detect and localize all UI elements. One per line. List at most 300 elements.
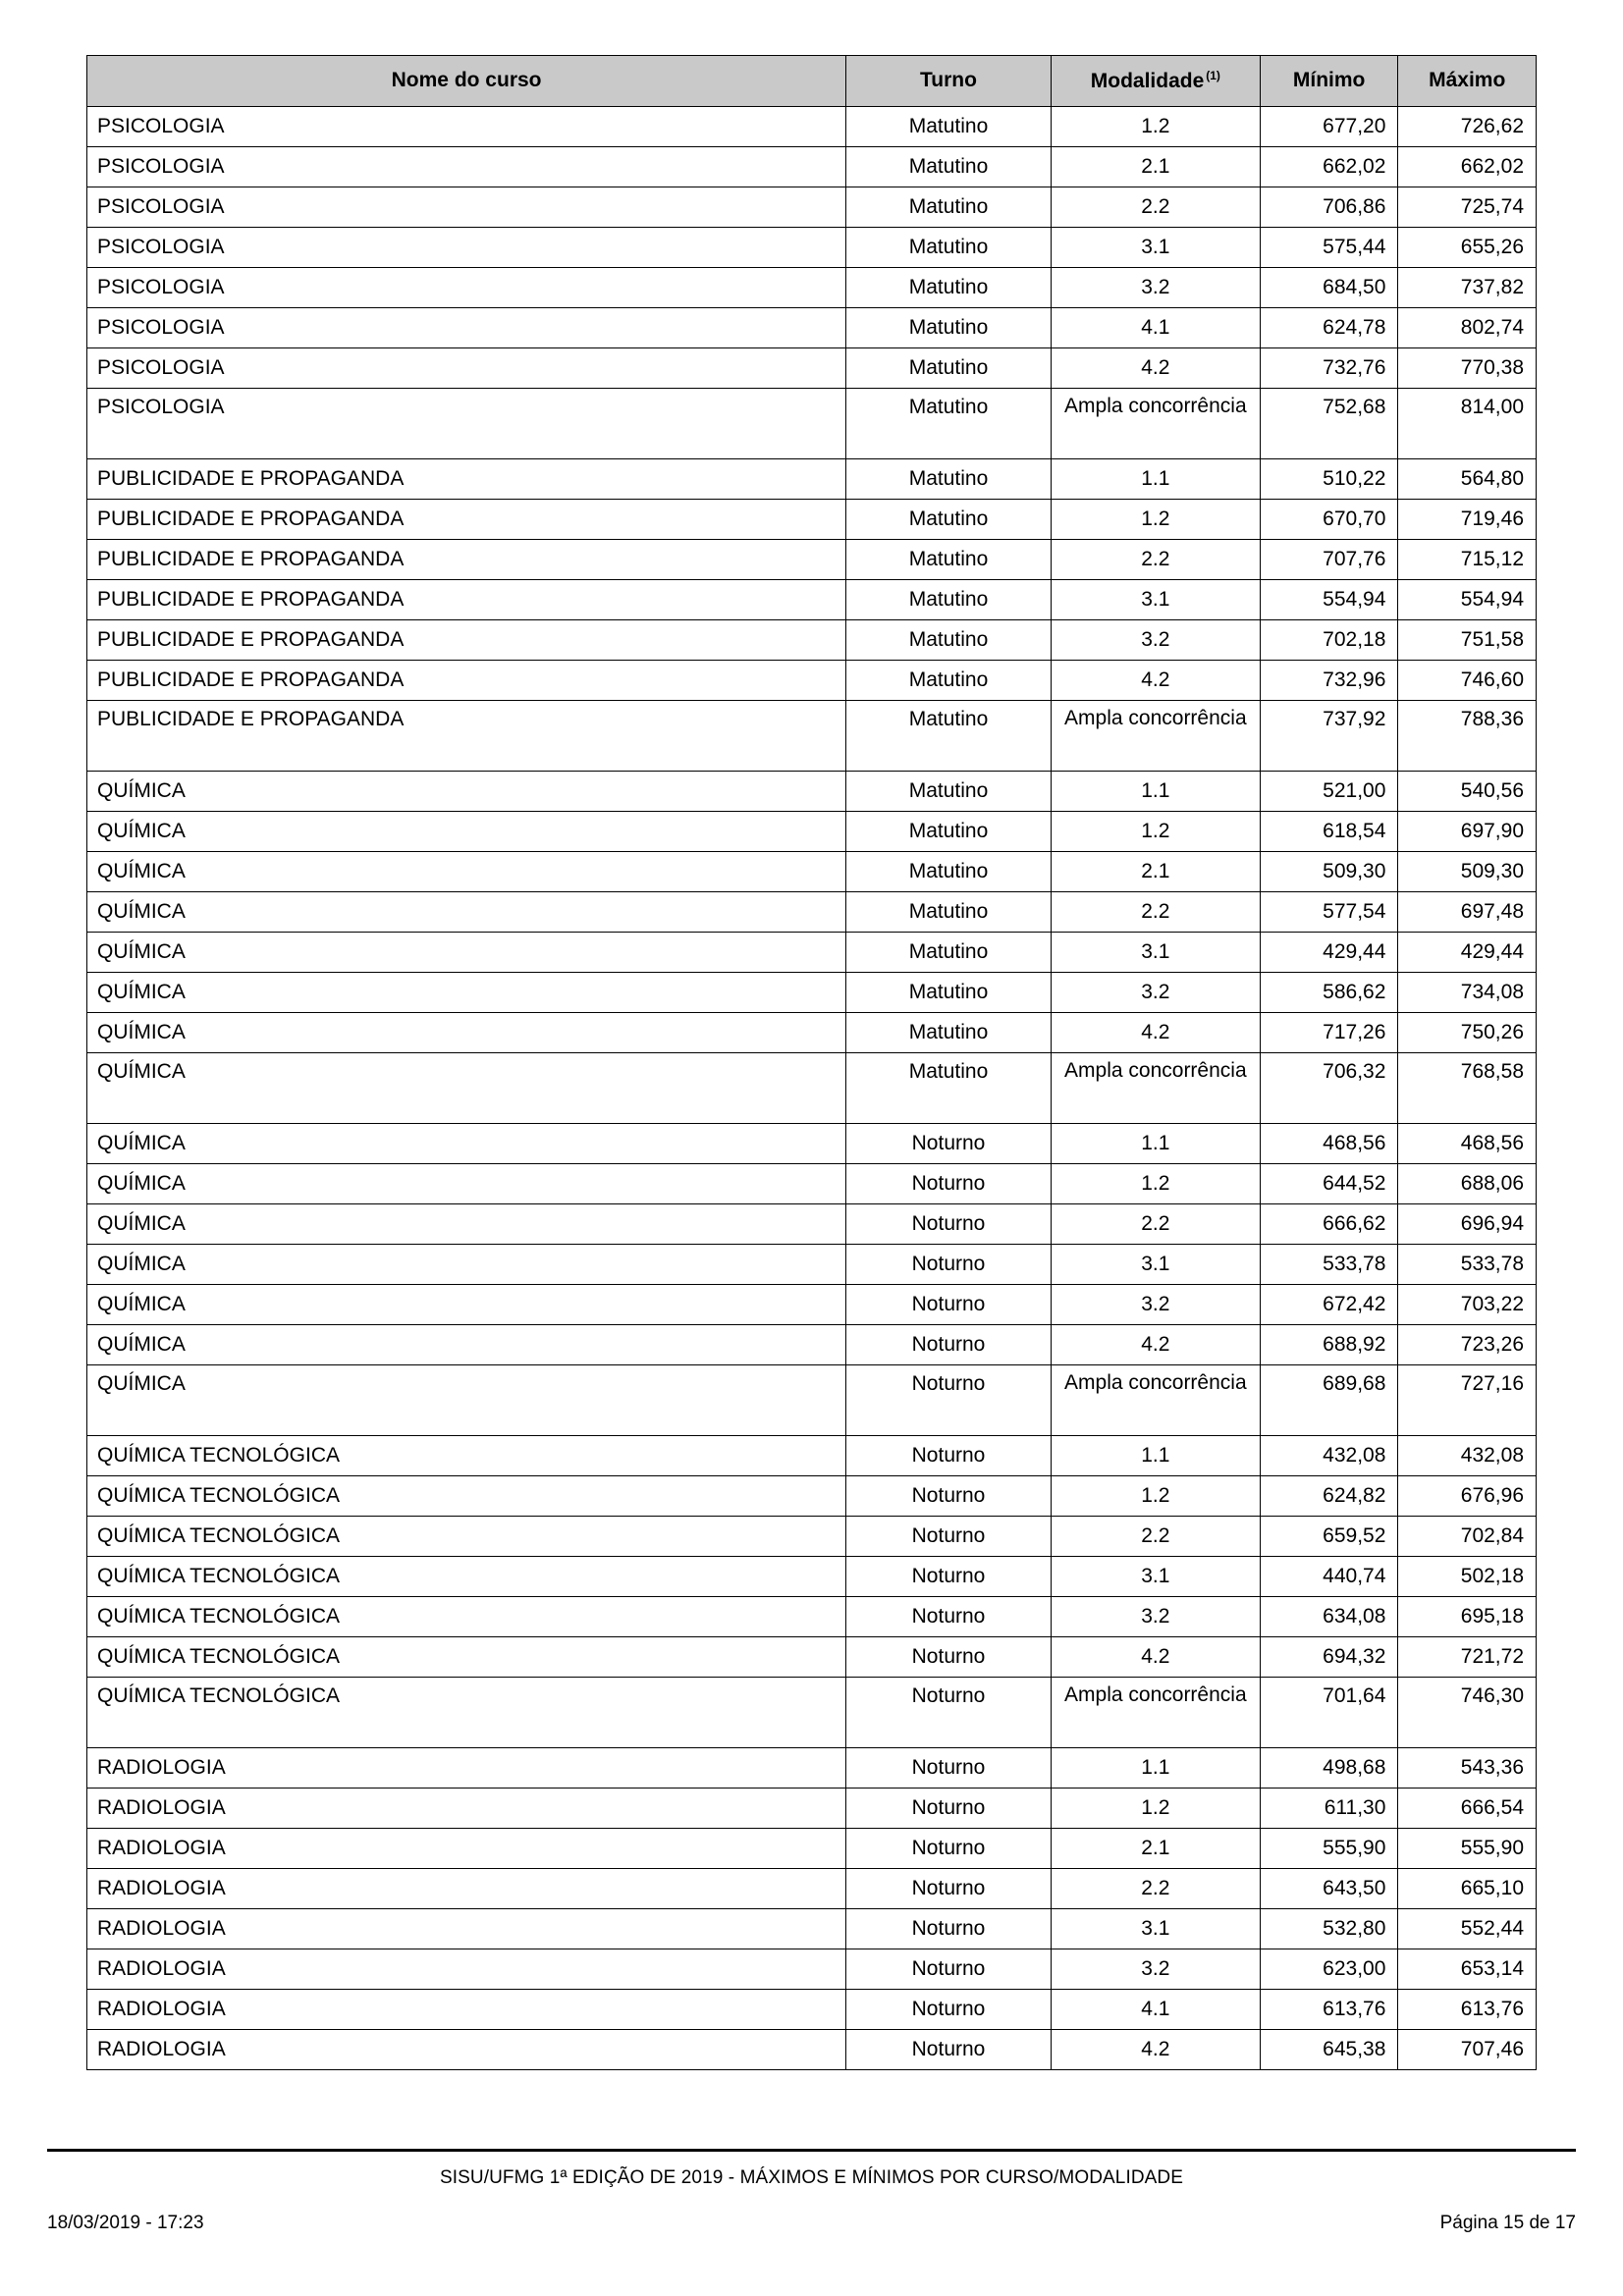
cell-minimo: 662,02: [1260, 147, 1398, 187]
column-header-curso: Nome do curso: [87, 56, 846, 107]
cell-minimo: 555,90: [1260, 1829, 1398, 1869]
table-row: [87, 107, 1537, 147]
cell-maximo: 696,94: [1398, 1204, 1537, 1245]
table-row: [87, 268, 1537, 308]
cell-turno: Matutino: [846, 1013, 1052, 1053]
table-row: [87, 1325, 1537, 1365]
cell-turno: Noturno: [846, 1164, 1052, 1204]
cell-curso: QUÍMICA: [87, 1245, 846, 1285]
cell-modalidade: [1051, 1245, 1260, 1285]
cell-modalidade: [1051, 187, 1260, 228]
cell-curso: QUÍMICA TECNOLÓGICA: [87, 1436, 846, 1476]
cell-turno: Noturno: [846, 1436, 1052, 1476]
cell-minimo: 644,52: [1260, 1164, 1398, 1204]
cell-maximo: 688,06: [1398, 1164, 1537, 1204]
cell-maximo: 552,44: [1398, 1909, 1537, 1949]
cell-maximo: 468,56: [1398, 1124, 1537, 1164]
cell-modalidade: [1051, 1204, 1260, 1245]
table-row: [87, 187, 1537, 228]
cell-curso: QUÍMICA: [87, 933, 846, 973]
cell-turno: Noturno: [846, 1748, 1052, 1789]
cell-modalidade-text: 4.1: [1141, 315, 1170, 339]
cell-modalidade-text: 2.2: [1141, 1876, 1170, 1899]
cell-modalidade: [1051, 973, 1260, 1013]
cell-modalidade-text: 1.2: [1141, 1795, 1170, 1819]
cell-modalidade: [1051, 1748, 1260, 1789]
cell-modalidade-text: 1.1: [1141, 466, 1170, 490]
cell-modalidade-text: 4.2: [1141, 2037, 1170, 2060]
cell-maximo: 695,18: [1398, 1597, 1537, 1637]
cell-minimo: 689,68: [1260, 1365, 1398, 1436]
cell-minimo: 701,64: [1260, 1678, 1398, 1748]
cell-minimo: 694,32: [1260, 1637, 1398, 1678]
cell-curso: QUÍMICA TECNOLÓGICA: [87, 1637, 846, 1678]
page-footer: [0, 2149, 1623, 2296]
cell-turno: Noturno: [846, 1476, 1052, 1517]
cell-curso: PUBLICIDADE E PROPAGANDA: [87, 540, 846, 580]
cell-maximo: 554,94: [1398, 580, 1537, 620]
cell-curso: QUÍMICA TECNOLÓGICA: [87, 1517, 846, 1557]
cell-curso: PSICOLOGIA: [87, 348, 846, 389]
cell-modalidade-text: Ampla concorrência: [1064, 1683, 1247, 1706]
cell-maximo: 750,26: [1398, 1013, 1537, 1053]
cell-modalidade: [1051, 1557, 1260, 1597]
table-row: [87, 1678, 1537, 1748]
cell-turno: Matutino: [846, 580, 1052, 620]
cell-turno: Noturno: [846, 1789, 1052, 1829]
cell-modalidade: [1051, 389, 1260, 459]
cell-maximo: 543,36: [1398, 1748, 1537, 1789]
cell-modalidade-text: 1.1: [1141, 1755, 1170, 1779]
footnote-marker: (1): [1206, 68, 1220, 82]
table-row: [87, 459, 1537, 500]
column-header-maximo: Máximo: [1398, 56, 1537, 107]
cell-minimo: 577,54: [1260, 892, 1398, 933]
cell-minimo: 666,62: [1260, 1204, 1398, 1245]
table-row: [87, 1053, 1537, 1124]
cell-curso: PUBLICIDADE E PROPAGANDA: [87, 661, 846, 701]
cell-curso: QUÍMICA: [87, 852, 846, 892]
table-header: [87, 56, 1537, 107]
cell-minimo: 624,82: [1260, 1476, 1398, 1517]
table-row: [87, 2030, 1537, 2070]
cell-turno: Matutino: [846, 892, 1052, 933]
cell-maximo: 564,80: [1398, 459, 1537, 500]
cell-turno: Matutino: [846, 500, 1052, 540]
cell-curso: RADIOLOGIA: [87, 1748, 846, 1789]
cell-modalidade-text: Ampla concorrência: [1064, 395, 1247, 417]
footer-meta: [47, 2213, 1576, 2234]
cell-modalidade: [1051, 1053, 1260, 1124]
cell-curso: PUBLICIDADE E PROPAGANDA: [87, 620, 846, 661]
cell-turno: Noturno: [846, 1517, 1052, 1557]
cell-curso: QUÍMICA: [87, 892, 846, 933]
cell-maximo: 655,26: [1398, 228, 1537, 268]
cell-modalidade: [1051, 1164, 1260, 1204]
cell-modalidade-text: 1.1: [1141, 1131, 1170, 1154]
cell-modalidade-text: 3.1: [1141, 1564, 1170, 1587]
cell-modalidade: [1051, 308, 1260, 348]
cell-turno: Matutino: [846, 187, 1052, 228]
cell-turno: Noturno: [846, 1949, 1052, 1990]
cell-turno: Matutino: [846, 1053, 1052, 1124]
cell-maximo: 653,14: [1398, 1949, 1537, 1990]
cell-modalidade: [1051, 852, 1260, 892]
cell-turno: Matutino: [846, 540, 1052, 580]
table-row: [87, 1909, 1537, 1949]
cell-minimo: 432,08: [1260, 1436, 1398, 1476]
cell-modalidade-text: 1.1: [1141, 1443, 1170, 1467]
cell-maximo: 751,58: [1398, 620, 1537, 661]
table-row: [87, 540, 1537, 580]
cell-curso: PSICOLOGIA: [87, 187, 846, 228]
cell-maximo: 533,78: [1398, 1245, 1537, 1285]
table-row: [87, 1517, 1537, 1557]
cell-maximo: 746,30: [1398, 1678, 1537, 1748]
cell-minimo: 498,68: [1260, 1748, 1398, 1789]
cell-modalidade-text: 2.2: [1141, 1523, 1170, 1547]
cell-minimo: 717,26: [1260, 1013, 1398, 1053]
table-row: [87, 1436, 1537, 1476]
table-row: [87, 1557, 1537, 1597]
cell-maximo: 666,54: [1398, 1789, 1537, 1829]
cell-maximo: 707,46: [1398, 2030, 1537, 2070]
cell-modalidade: [1051, 1678, 1260, 1748]
cell-curso: PSICOLOGIA: [87, 147, 846, 187]
cell-maximo: 429,44: [1398, 933, 1537, 973]
table-row: [87, 1245, 1537, 1285]
table-row: [87, 701, 1537, 772]
cell-minimo: 554,94: [1260, 580, 1398, 620]
cell-minimo: 429,44: [1260, 933, 1398, 973]
cutoff-scores-table: [86, 55, 1537, 2070]
cell-turno: Matutino: [846, 620, 1052, 661]
cell-maximo: 676,96: [1398, 1476, 1537, 1517]
cell-curso: PSICOLOGIA: [87, 107, 846, 147]
table-row: [87, 147, 1537, 187]
cell-modalidade: [1051, 1829, 1260, 1869]
cell-curso: QUÍMICA: [87, 812, 846, 852]
cell-modalidade-text: 3.1: [1141, 1252, 1170, 1275]
cell-curso: QUÍMICA: [87, 1013, 846, 1053]
cell-curso: RADIOLOGIA: [87, 1990, 846, 2030]
footer-divider: [47, 2149, 1576, 2152]
table-row: [87, 308, 1537, 348]
table-row: [87, 1013, 1537, 1053]
cell-minimo: 623,00: [1260, 1949, 1398, 1990]
cell-turno: Noturno: [846, 1245, 1052, 1285]
cell-modalidade: [1051, 1124, 1260, 1164]
cell-curso: PUBLICIDADE E PROPAGANDA: [87, 580, 846, 620]
cell-maximo: 555,90: [1398, 1829, 1537, 1869]
cell-maximo: 734,08: [1398, 973, 1537, 1013]
cell-modalidade: [1051, 147, 1260, 187]
cell-modalidade: [1051, 892, 1260, 933]
table-row: [87, 1476, 1537, 1517]
cell-modalidade: [1051, 1365, 1260, 1436]
cell-minimo: 702,18: [1260, 620, 1398, 661]
column-header-minimo: Mínimo: [1260, 56, 1398, 107]
cell-turno: Matutino: [846, 661, 1052, 701]
cell-modalidade: [1051, 701, 1260, 772]
table-row: [87, 500, 1537, 540]
cell-maximo: 509,30: [1398, 852, 1537, 892]
cell-maximo: 540,56: [1398, 772, 1537, 812]
cell-modalidade: [1051, 228, 1260, 268]
cell-modalidade: [1051, 1517, 1260, 1557]
cell-curso: QUÍMICA: [87, 1124, 846, 1164]
cell-maximo: 662,02: [1398, 147, 1537, 187]
footer-timestamp: 18/03/2019 - 17:23: [47, 2213, 204, 2233]
cell-maximo: 721,72: [1398, 1637, 1537, 1678]
cell-modalidade-text: 4.2: [1141, 1644, 1170, 1668]
cell-maximo: 665,10: [1398, 1869, 1537, 1909]
cell-curso: QUÍMICA: [87, 1365, 846, 1436]
cell-minimo: 613,76: [1260, 1990, 1398, 2030]
cell-modalidade-text: 1.2: [1141, 114, 1170, 137]
cell-turno: Matutino: [846, 389, 1052, 459]
cell-curso: PSICOLOGIA: [87, 389, 846, 459]
cell-turno: Noturno: [846, 1909, 1052, 1949]
cell-modalidade-text: 3.1: [1141, 1916, 1170, 1940]
cell-minimo: 670,70: [1260, 500, 1398, 540]
table-row: [87, 348, 1537, 389]
column-header-modalidade-label: Modalidade: [1090, 69, 1205, 92]
cell-modalidade: [1051, 1476, 1260, 1517]
cell-modalidade-text: 2.1: [1141, 154, 1170, 178]
cell-modalidade: [1051, 1789, 1260, 1829]
cell-curso: PUBLICIDADE E PROPAGANDA: [87, 701, 846, 772]
cell-modalidade: [1051, 107, 1260, 147]
table-row: [87, 1829, 1537, 1869]
cell-minimo: 688,92: [1260, 1325, 1398, 1365]
cell-modalidade: [1051, 540, 1260, 580]
footer-title: SISU/UFMG 1ª EDIÇÃO DE 2019 - MÁXIMOS E MÍNIMOS POR CURSO/MODALIDADE: [439, 2167, 1184, 2188]
cell-maximo: 737,82: [1398, 268, 1537, 308]
cell-modalidade: [1051, 1869, 1260, 1909]
cell-modalidade-text: 2.2: [1141, 547, 1170, 570]
cell-curso: RADIOLOGIA: [87, 1829, 846, 1869]
cell-turno: Noturno: [846, 1678, 1052, 1748]
cell-minimo: 521,00: [1260, 772, 1398, 812]
cell-curso: QUÍMICA: [87, 1285, 846, 1325]
cell-minimo: 706,86: [1260, 187, 1398, 228]
cell-turno: Noturno: [846, 1365, 1052, 1436]
cell-modalidade-text: 1.2: [1141, 1171, 1170, 1195]
cell-maximo: 715,12: [1398, 540, 1537, 580]
table-row: [87, 852, 1537, 892]
cell-turno: Noturno: [846, 1869, 1052, 1909]
cell-turno: Matutino: [846, 772, 1052, 812]
cell-curso: RADIOLOGIA: [87, 1909, 846, 1949]
cell-turno: Matutino: [846, 268, 1052, 308]
cell-maximo: 768,58: [1398, 1053, 1537, 1124]
cell-turno: Matutino: [846, 973, 1052, 1013]
cell-maximo: 770,38: [1398, 348, 1537, 389]
table-row: [87, 1124, 1537, 1164]
cell-turno: Noturno: [846, 1637, 1052, 1678]
cell-modalidade: [1051, 459, 1260, 500]
cell-modalidade-text: 3.2: [1141, 1292, 1170, 1315]
column-header-turno: Turno: [846, 56, 1052, 107]
cell-modalidade: [1051, 1597, 1260, 1637]
cell-minimo: 575,44: [1260, 228, 1398, 268]
table-header-row: [87, 56, 1537, 107]
cell-curso: QUÍMICA: [87, 973, 846, 1013]
cell-maximo: 802,74: [1398, 308, 1537, 348]
cell-turno: Noturno: [846, 2030, 1052, 2070]
cell-maximo: 697,90: [1398, 812, 1537, 852]
cell-turno: Matutino: [846, 933, 1052, 973]
cell-modalidade-text: 3.1: [1141, 235, 1170, 258]
cell-turno: Matutino: [846, 348, 1052, 389]
cell-minimo: 707,76: [1260, 540, 1398, 580]
cell-modalidade-text: 1.1: [1141, 778, 1170, 802]
cell-minimo: 618,54: [1260, 812, 1398, 852]
cell-maximo: 726,62: [1398, 107, 1537, 147]
cell-turno: Matutino: [846, 107, 1052, 147]
table-row: [87, 1597, 1537, 1637]
cell-turno: Matutino: [846, 812, 1052, 852]
cell-modalidade-text: 1.2: [1141, 507, 1170, 530]
cell-curso: PSICOLOGIA: [87, 268, 846, 308]
cell-maximo: 502,18: [1398, 1557, 1537, 1597]
cell-curso: QUÍMICA TECNOLÓGICA: [87, 1597, 846, 1637]
cell-modalidade: [1051, 268, 1260, 308]
cell-turno: Matutino: [846, 701, 1052, 772]
cell-modalidade-text: 1.2: [1141, 819, 1170, 842]
cell-maximo: 432,08: [1398, 1436, 1537, 1476]
cell-modalidade: [1051, 1436, 1260, 1476]
cell-maximo: 746,60: [1398, 661, 1537, 701]
cell-modalidade-text: 4.1: [1141, 1997, 1170, 2020]
cell-minimo: 624,78: [1260, 308, 1398, 348]
cell-modalidade-text: 4.2: [1141, 1332, 1170, 1356]
table-row: [87, 1204, 1537, 1245]
cell-modalidade-text: 3.1: [1141, 587, 1170, 611]
cell-modalidade-text: 3.2: [1141, 275, 1170, 298]
cell-turno: Noturno: [846, 1990, 1052, 2030]
cell-curso: RADIOLOGIA: [87, 2030, 846, 2070]
cell-modalidade-text: Ampla concorrência: [1064, 707, 1247, 729]
cell-curso: PUBLICIDADE E PROPAGANDA: [87, 459, 846, 500]
cell-modalidade-text: 1.2: [1141, 1483, 1170, 1507]
table-row: [87, 1164, 1537, 1204]
cell-modalidade-text: 4.2: [1141, 1020, 1170, 1043]
cell-minimo: 643,50: [1260, 1869, 1398, 1909]
cell-maximo: 814,00: [1398, 389, 1537, 459]
cell-curso: PSICOLOGIA: [87, 308, 846, 348]
cell-minimo: 468,56: [1260, 1124, 1398, 1164]
table-row: [87, 1869, 1537, 1909]
cell-minimo: 732,96: [1260, 661, 1398, 701]
cell-modalidade-text: 2.2: [1141, 194, 1170, 218]
table-row: [87, 620, 1537, 661]
cell-modalidade-text: 3.2: [1141, 627, 1170, 651]
table-row: [87, 389, 1537, 459]
cell-curso: RADIOLOGIA: [87, 1949, 846, 1990]
cell-turno: Matutino: [846, 147, 1052, 187]
cell-modalidade: [1051, 500, 1260, 540]
cell-modalidade: [1051, 580, 1260, 620]
cell-turno: Matutino: [846, 459, 1052, 500]
cell-maximo: 725,74: [1398, 187, 1537, 228]
cell-turno: Matutino: [846, 228, 1052, 268]
table-row: [87, 661, 1537, 701]
cell-turno: Noturno: [846, 1124, 1052, 1164]
table-row: [87, 933, 1537, 973]
cell-curso: QUÍMICA TECNOLÓGICA: [87, 1476, 846, 1517]
table-body: [87, 107, 1537, 2070]
cell-curso: QUÍMICA: [87, 1164, 846, 1204]
column-header-modalidade: [1051, 56, 1260, 107]
cell-modalidade-text: 3.2: [1141, 1956, 1170, 1980]
cell-curso: RADIOLOGIA: [87, 1789, 846, 1829]
table-row: [87, 1365, 1537, 1436]
table-row: [87, 892, 1537, 933]
cell-minimo: 672,42: [1260, 1285, 1398, 1325]
cell-curso: PSICOLOGIA: [87, 228, 846, 268]
cell-modalidade: [1051, 661, 1260, 701]
table-row: [87, 1789, 1537, 1829]
cell-minimo: 706,32: [1260, 1053, 1398, 1124]
cell-minimo: 440,74: [1260, 1557, 1398, 1597]
cell-modalidade-text: 2.2: [1141, 1211, 1170, 1235]
cell-modalidade: [1051, 348, 1260, 389]
cell-modalidade-text: Ampla concorrência: [1064, 1059, 1247, 1082]
cell-modalidade-text: 2.1: [1141, 859, 1170, 882]
cell-turno: Noturno: [846, 1204, 1052, 1245]
cell-maximo: 727,16: [1398, 1365, 1537, 1436]
cell-turno: Matutino: [846, 852, 1052, 892]
cell-minimo: 645,38: [1260, 2030, 1398, 2070]
cell-modalidade-text: 3.2: [1141, 1604, 1170, 1628]
cell-minimo: 532,80: [1260, 1909, 1398, 1949]
cell-curso: QUÍMICA: [87, 1204, 846, 1245]
cell-minimo: 586,62: [1260, 973, 1398, 1013]
cell-turno: Noturno: [846, 1285, 1052, 1325]
cell-minimo: 684,50: [1260, 268, 1398, 308]
cell-maximo: 723,26: [1398, 1325, 1537, 1365]
cell-curso: PUBLICIDADE E PROPAGANDA: [87, 500, 846, 540]
cell-modalidade: [1051, 933, 1260, 973]
cell-minimo: 510,22: [1260, 459, 1398, 500]
cell-modalidade: [1051, 812, 1260, 852]
cell-curso: QUÍMICA: [87, 1325, 846, 1365]
cell-modalidade: [1051, 2030, 1260, 2070]
cell-modalidade: [1051, 1990, 1260, 2030]
cell-maximo: 703,22: [1398, 1285, 1537, 1325]
cell-curso: QUÍMICA: [87, 772, 846, 812]
cell-modalidade-text: 2.1: [1141, 1836, 1170, 1859]
cell-modalidade-text: 4.2: [1141, 667, 1170, 691]
cell-minimo: 752,68: [1260, 389, 1398, 459]
cell-modalidade-text: 2.2: [1141, 899, 1170, 923]
cell-modalidade: [1051, 1949, 1260, 1990]
table-row: [87, 772, 1537, 812]
cell-turno: Matutino: [846, 308, 1052, 348]
cell-modalidade: [1051, 620, 1260, 661]
cell-modalidade: [1051, 1285, 1260, 1325]
table-row: [87, 580, 1537, 620]
table-row: [87, 1285, 1537, 1325]
cell-modalidade: [1051, 1013, 1260, 1053]
cell-curso: QUÍMICA TECNOLÓGICA: [87, 1557, 846, 1597]
cell-minimo: 533,78: [1260, 1245, 1398, 1285]
table-row: [87, 228, 1537, 268]
cell-maximo: 613,76: [1398, 1990, 1537, 2030]
cell-modalidade: [1051, 1637, 1260, 1678]
